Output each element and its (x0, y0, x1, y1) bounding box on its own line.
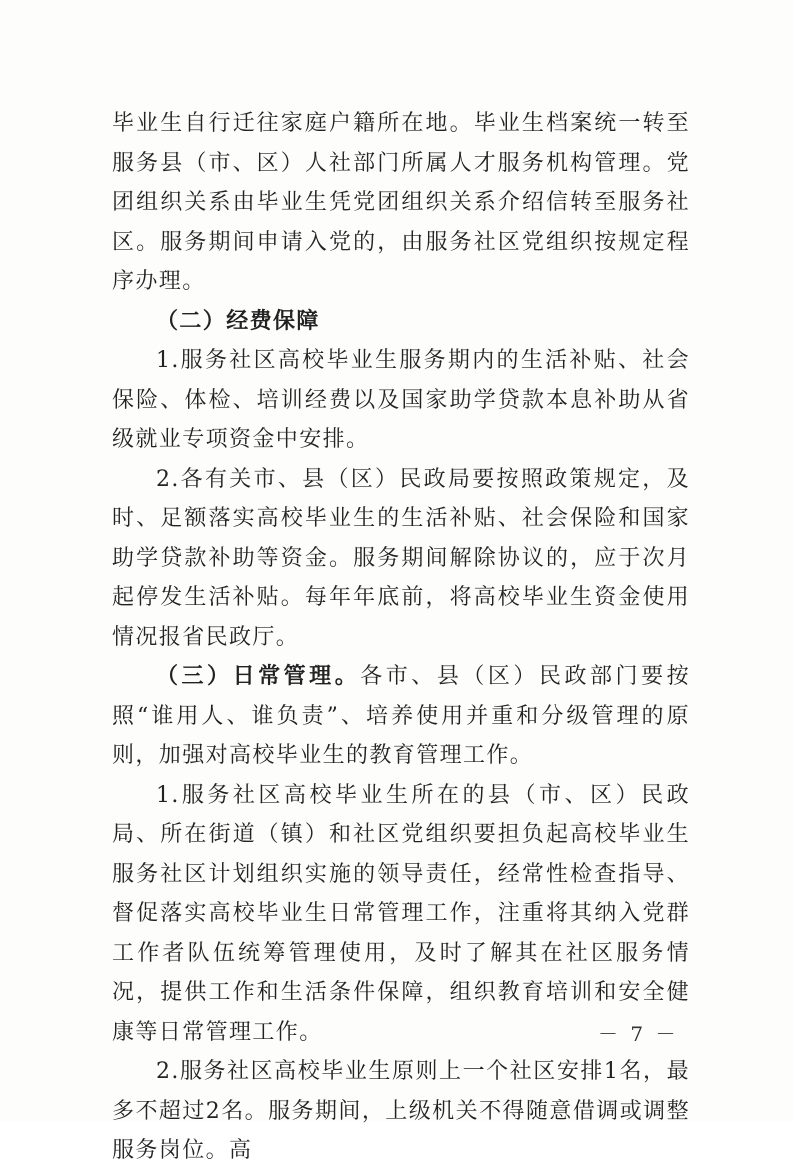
paragraph-daily-management (112, 657, 690, 776)
document-body (112, 104, 690, 1171)
section-heading: （三）日常管理。 (156, 664, 361, 689)
page-number: － 7 － (598, 1022, 679, 1046)
paragraph-text: 各市、县（区）民政部门要按照“谁用人、谁负责”、培养使用并重和分级管理的原则，加强对高校毕业生的教育管理工作。 (112, 664, 691, 768)
paragraph-funding-item-2 (112, 460, 690, 658)
paragraph-management-item-2 (112, 1052, 690, 1171)
paragraph-management-item-1 (112, 776, 690, 1053)
paragraph-archive-relocation (112, 104, 690, 302)
paragraph-text: 2.服务社区高校毕业生原则上一个社区安排1名，最多不超过2名。服务期间，上级机关不得随意借调或调整服务岗位。高 (112, 1059, 690, 1163)
paragraph-text: 毕业生自行迁往家庭户籍所在地。毕业生档案统一转至服务县（市、区）人社部门所属人才服务机构管理。党团组织关系由毕业生凭党团组织关系介绍信转至服务社区。服务期间申请入党的，由服务社区党组织按规定程序办理。 (112, 111, 690, 294)
paragraph-text: 1.服务社区高校毕业生服务期内的生活补贴、社会保险、体检、培训经费以及国家助学贷款本息补助从省级就业专项资金中安排。 (112, 348, 690, 452)
paragraph-text: 2.各有关市、县（区）民政局要按照政策规定，及时、足额落实高校毕业生的生活补贴、社会保险和国家助学贷款补助等资金。服务期间解除协议的，应于次月起停发生活补贴。每年年底前，将高校毕业生资金使用情况报省民政厅。 (112, 466, 690, 650)
paragraph-funding-item-1 (112, 341, 690, 460)
section-heading-funding (112, 302, 690, 342)
section-heading: （二）经费保障 (156, 308, 320, 334)
paragraph-text: 1.服务社区高校毕业生所在的县（市、区）民政局、所在街道（镇）和社区党组织要担负起高校毕业生服务社区计划组织实施的领导责任，经常性检查指导、督促落实高校毕业生日常管理工作，注重将其纳入党群工作者队伍统筹管理使用，及时了解其在社区服务情况，提供工作和生活条件保障，组织教育培训和安全健康等日常管理工作。 (112, 782, 690, 1045)
